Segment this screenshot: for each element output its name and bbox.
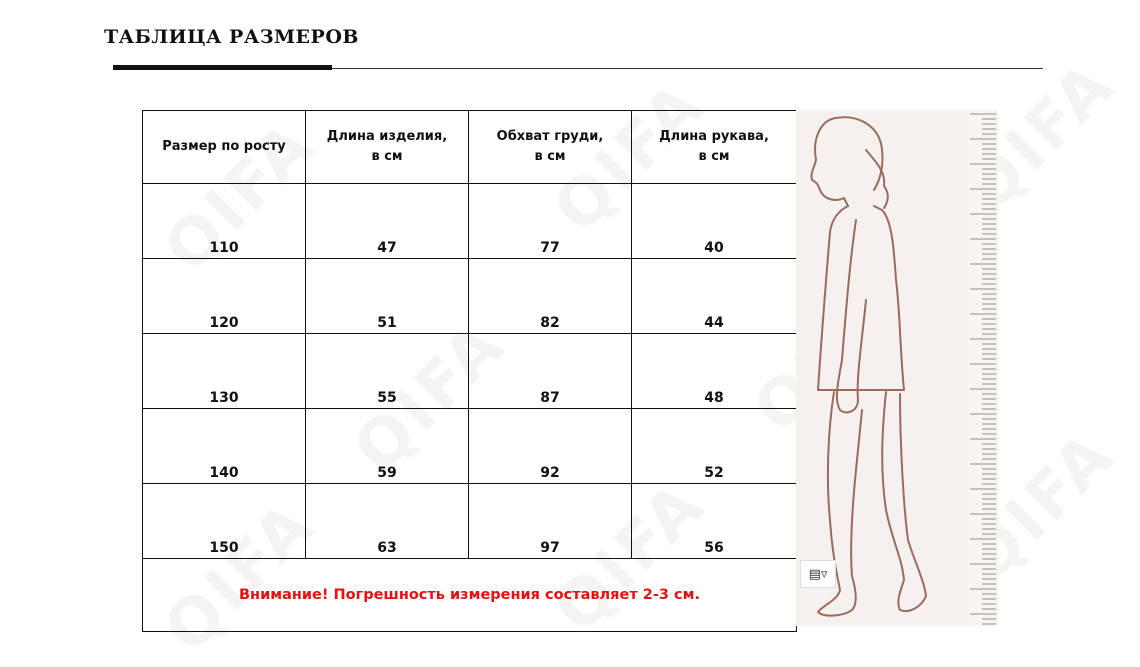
cell-garment-length: 63: [306, 484, 469, 559]
cell-garment-length: 51: [306, 259, 469, 334]
table-note-row: [143, 559, 797, 632]
table-row: [143, 184, 797, 259]
header-line: в см: [534, 149, 566, 164]
cell-height-size: 130: [143, 334, 306, 409]
child-height-illustration: [796, 110, 998, 626]
cell-chest-girth: 97: [469, 484, 632, 559]
cell-garment-length: 55: [306, 334, 469, 409]
title-underline-accent: [113, 65, 332, 70]
cell-sleeve-length: 52: [632, 409, 797, 484]
cell-sleeve-length: 48: [632, 334, 797, 409]
cell-garment-length: 47: [306, 184, 469, 259]
cell-sleeve-length: 44: [632, 259, 797, 334]
header-line: Длина изделия,: [326, 129, 448, 144]
header-line: в см: [371, 149, 403, 164]
header-line: в см: [698, 149, 730, 164]
cell-height-size: 120: [143, 259, 306, 334]
page-title: ТАБЛИЦА РАЗМЕРОВ: [104, 26, 359, 48]
child-outline: [811, 117, 926, 615]
cell-sleeve-length: 56: [632, 484, 797, 559]
cell-chest-girth: 87: [469, 334, 632, 409]
header-line: Размер по росту: [162, 139, 286, 154]
header-height-size: [143, 111, 306, 184]
table-row: [143, 259, 797, 334]
table-row: [143, 409, 797, 484]
cell-chest-girth: 82: [469, 259, 632, 334]
cell-chest-girth: 92: [469, 409, 632, 484]
table-header-row: [143, 111, 797, 184]
child-figure-svg: [796, 110, 998, 626]
header-line: Обхват груди,: [496, 129, 604, 144]
table-row: [143, 334, 797, 409]
cell-height-size: 110: [143, 184, 306, 259]
measurement-note: Внимание! Погрешность измерения составляет 2-3 см.: [143, 559, 797, 632]
paste-options-icon[interactable]: ▤▿: [800, 560, 836, 588]
cell-garment-length: 59: [306, 409, 469, 484]
cell-chest-girth: 77: [469, 184, 632, 259]
size-table: [142, 110, 797, 632]
header-line: Длина рукава,: [659, 129, 769, 144]
header-chest-girth: [469, 111, 632, 184]
cell-height-size: 150: [143, 484, 306, 559]
table-row: [143, 484, 797, 559]
cell-sleeve-length: 40: [632, 184, 797, 259]
header-sleeve-length: [632, 111, 797, 184]
height-ruler: [968, 110, 996, 626]
header-garment-length: [306, 111, 469, 184]
cell-height-size: 140: [143, 409, 306, 484]
